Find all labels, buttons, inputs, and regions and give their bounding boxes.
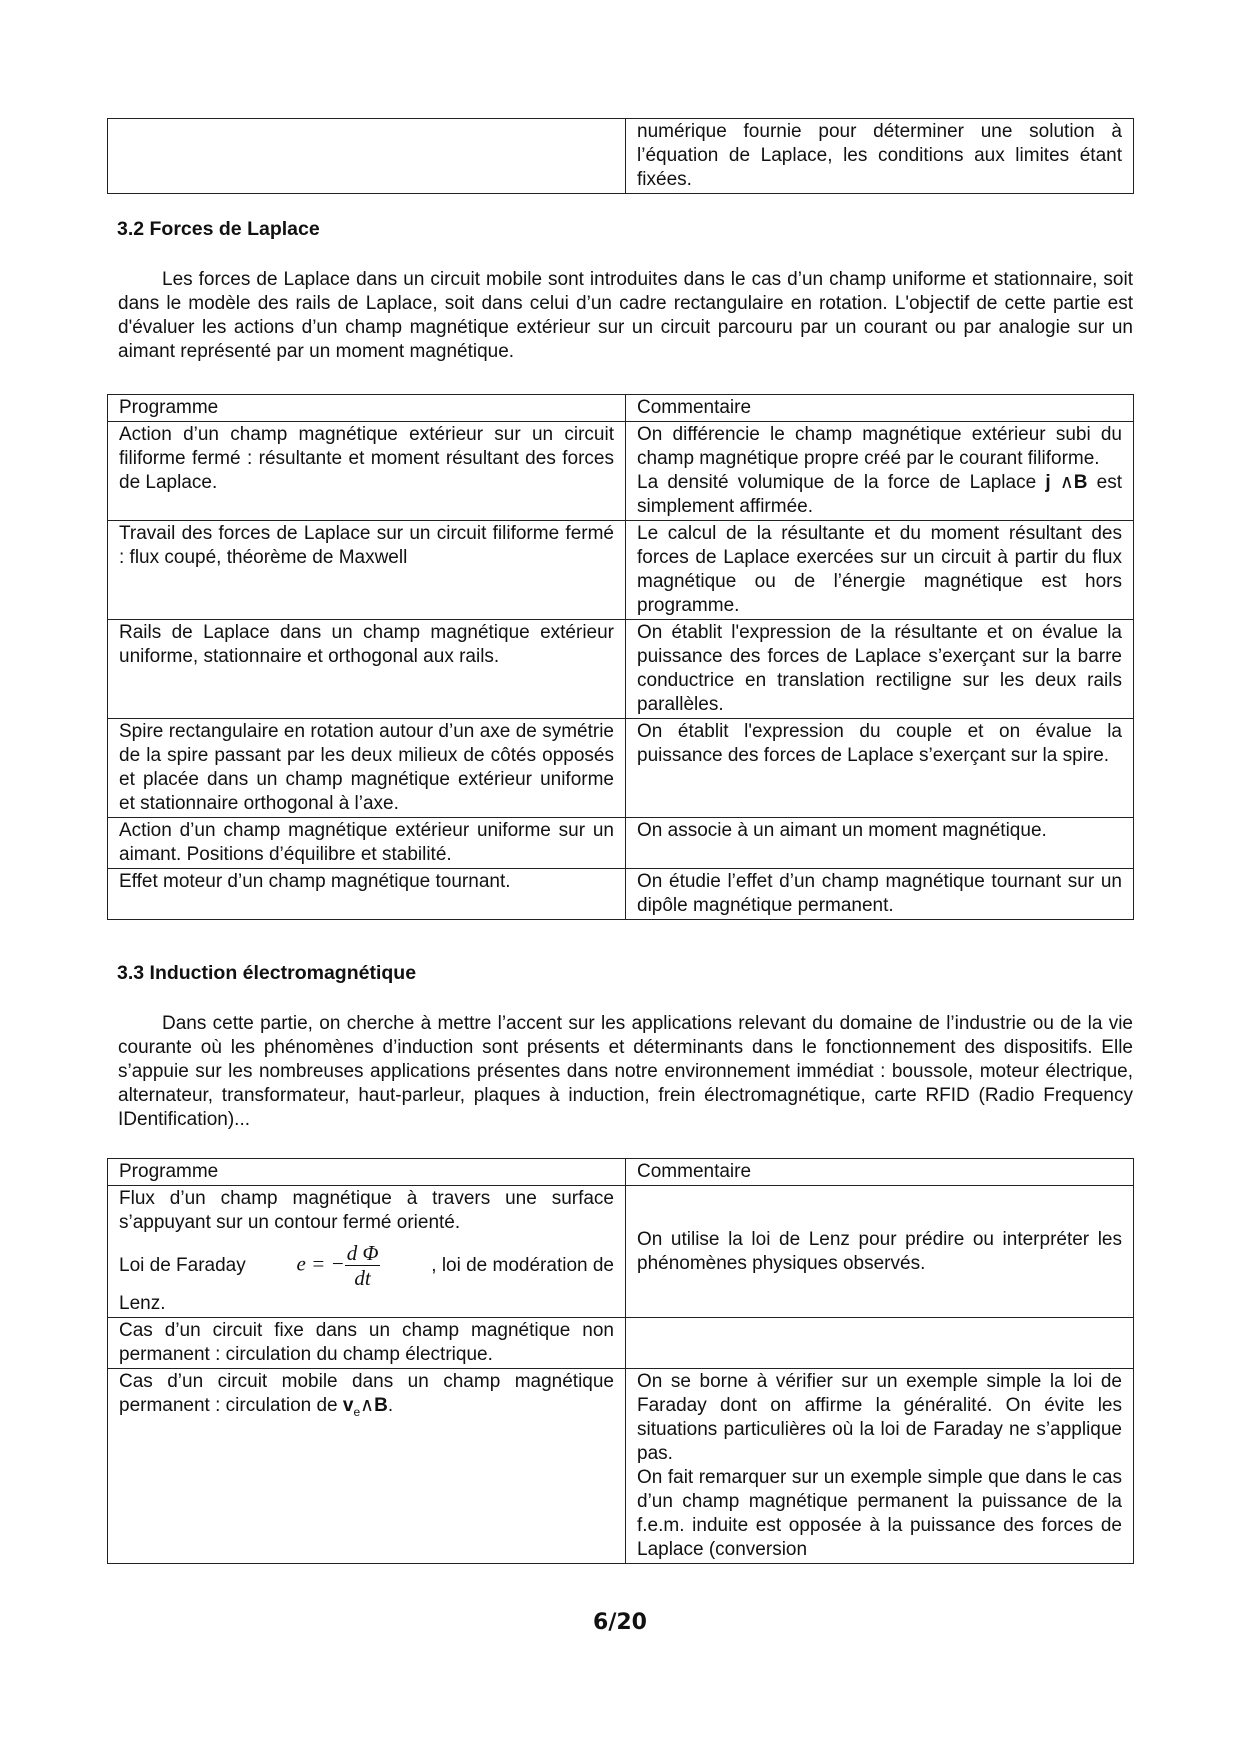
section-heading-3-3: 3.3 Induction électromagnétique (117, 962, 417, 984)
table-row (108, 1186, 1134, 1318)
programme-cell: Spire rectangulaire en rotation autour d’un axe de symétrie de la spire passant par les deux milieux de côtés opposés et placée dans un champ magnétique extérieur uniforme et stationnaire orthogonal à l’axe. (108, 719, 626, 818)
wedge-symbol: ∧ (360, 1395, 375, 1416)
section-intro-3-2: Les forces de Laplace dans un circuit mobile sont introduites dans le cas d’un champ uniforme et stationnaire, soit dans le modèle des rails de Laplace, soit dans celui d’un cadre rectangulaire en rotation. L'objectif de cette partie est d'évaluer les actions d’un champ magnétique extérieur sur un circuit parcouru par un courant ou par analogie sur un aimant représenté par un moment magnétique. (118, 269, 1133, 362)
programme-cell (108, 1186, 626, 1318)
induction-table (107, 1158, 1134, 1564)
programme-text: Flux d’un champ magnétique à travers une surface s’appuyant sur un contour fermé orienté. (119, 1188, 614, 1233)
faraday-suffix: , loi de modération de (431, 1254, 614, 1276)
table-row (108, 119, 1134, 194)
fraction-denominator: dt (354, 1266, 371, 1290)
continuation-table (107, 118, 1134, 194)
programme-cell (108, 1369, 626, 1564)
table-row (108, 1369, 1134, 1564)
commentaire-text: On se borne à vérifier sur un exemple simple la loi de Faraday dont on affirme la généralité. On évite les situations particulières où la loi de Faraday ne s’applique pas. (637, 1371, 1122, 1464)
equation-lhs: e = − (296, 1251, 345, 1276)
commentaire-cell: On utilise la loi de Lenz pour prédire ou interpréter les phénomènes physiques observés. (626, 1186, 1134, 1318)
column-header-programme: Programme (108, 395, 626, 422)
column-header-commentaire: Commentaire (626, 395, 1134, 422)
velocity-subscript: e (353, 1404, 361, 1419)
table-row (108, 1318, 1134, 1369)
commentaire-cell: numérique fournie pour déterminer une solution à l’équation de Laplace, les conditions aux limites étant fixées. (626, 119, 1134, 194)
commentaire-text: On différencie le champ magnétique extérieur subi du champ magnétique propre créé par le courant filiforme. (637, 424, 1122, 469)
wedge-symbol: ∧ (1059, 472, 1074, 493)
current-density-symbol: j (1045, 472, 1051, 493)
table-header-row (108, 1159, 1134, 1186)
section-intro-3-3: Dans cette partie, on cherche à mettre l’accent sur les applications relevant du domaine de l’industrie ou de la vie courante où les phénomènes d’induction sont présents et déterminants dans le fonctionnement des dispositifs. Elle s’appuie sur les nombreuses applications présentes dans notre environnement immédiat : boussole, moteur électrique, alternateur, transformateur, haut-parleur, plaques à induction, frein électromagnétique, carte RFID (Radio Frequency IDentification)... (118, 1013, 1133, 1130)
table-row (108, 521, 1134, 620)
commentaire-cell: Le calcul de la résultante et du moment résultant des forces de Laplace exercées sur un circuit à partir du flux magnétique ou de l’énergie magnétique est hors programme. (626, 521, 1134, 620)
commentaire-text-part: est simplement affirmée. (637, 472, 1123, 517)
faraday-law-line (119, 1241, 614, 1290)
programme-cell: Rails de Laplace dans un champ magnétique extérieur uniforme, stationnaire et orthogonal aux rails. (108, 620, 626, 719)
faraday-equation (297, 1241, 381, 1290)
velocity-symbol: v (342, 1395, 354, 1416)
programme-text: Lenz. (119, 1293, 166, 1314)
programme-cell: Action d’un champ magnétique extérieur sur un circuit filiforme fermé : résultante et moment résultant des forces de Laplace. (108, 422, 626, 521)
commentaire-cell: On établit l'expression du couple et on évalue la puissance des forces de Laplace s’exerçant sur la spire. (626, 719, 1134, 818)
fraction-numerator: d Φ (346, 1241, 379, 1265)
table-row (108, 422, 1134, 521)
table-header-row (108, 395, 1134, 422)
table-row (108, 719, 1134, 818)
table-row (108, 620, 1134, 719)
period: . (387, 1395, 394, 1416)
commentaire-cell: On établit l'expression de la résultante et on évalue la puissance des forces de Laplace s’exerçant sur la barre conductrice en translation rectiligne sur les deux rails parallèles. (626, 620, 1134, 719)
column-header-programme: Programme (108, 1159, 626, 1186)
programme-cell: Action d’un champ magnétique extérieur uniforme sur un aimant. Positions d’équilibre et stabilité. (108, 818, 626, 869)
programme-cell (108, 119, 626, 194)
programme-cell: Effet moteur d’un champ magnétique tournant. (108, 869, 626, 920)
commentaire-cell (626, 422, 1134, 521)
column-header-commentaire: Commentaire (626, 1159, 1134, 1186)
laplace-forces-table (107, 394, 1134, 920)
section-heading-3-2: 3.2 Forces de Laplace (117, 218, 320, 240)
magnetic-field-symbol: B (1073, 472, 1088, 493)
commentaire-cell (626, 1318, 1134, 1369)
commentaire-cell (626, 1369, 1134, 1564)
table-row (108, 818, 1134, 869)
commentaire-text (637, 471, 1122, 519)
commentaire-cell: On étudie l’effet d’un champ magnétique tournant sur un dipôle magnétique permanent. (626, 869, 1134, 920)
commentaire-text: On fait remarquer sur un exemple simple que dans le cas d’un champ magnétique permanent la puissance de la f.e.m. induite est opposée à la puissance des forces de Laplace (conversion (637, 1467, 1122, 1560)
magnetic-field-symbol: B (374, 1395, 388, 1416)
table-row (108, 869, 1134, 920)
page-number: 6/20 (593, 1610, 647, 1635)
equation-fraction (345, 1241, 381, 1290)
programme-text: Cas d’un circuit mobile dans un champ magnétique permanent : circulation de (119, 1371, 614, 1416)
programme-cell: Travail des forces de Laplace sur un circuit filiforme fermé : flux coupé, théorème de Maxwell (108, 521, 626, 620)
commentaire-text-part: La densité volumique de la force de Laplace (637, 472, 1037, 493)
faraday-label: Loi de Faraday (119, 1254, 246, 1276)
commentaire-cell: On associe à un aimant un moment magnétique. (626, 818, 1134, 869)
programme-cell: Cas d’un circuit fixe dans un champ magnétique non permanent : circulation du champ électrique. (108, 1318, 626, 1369)
